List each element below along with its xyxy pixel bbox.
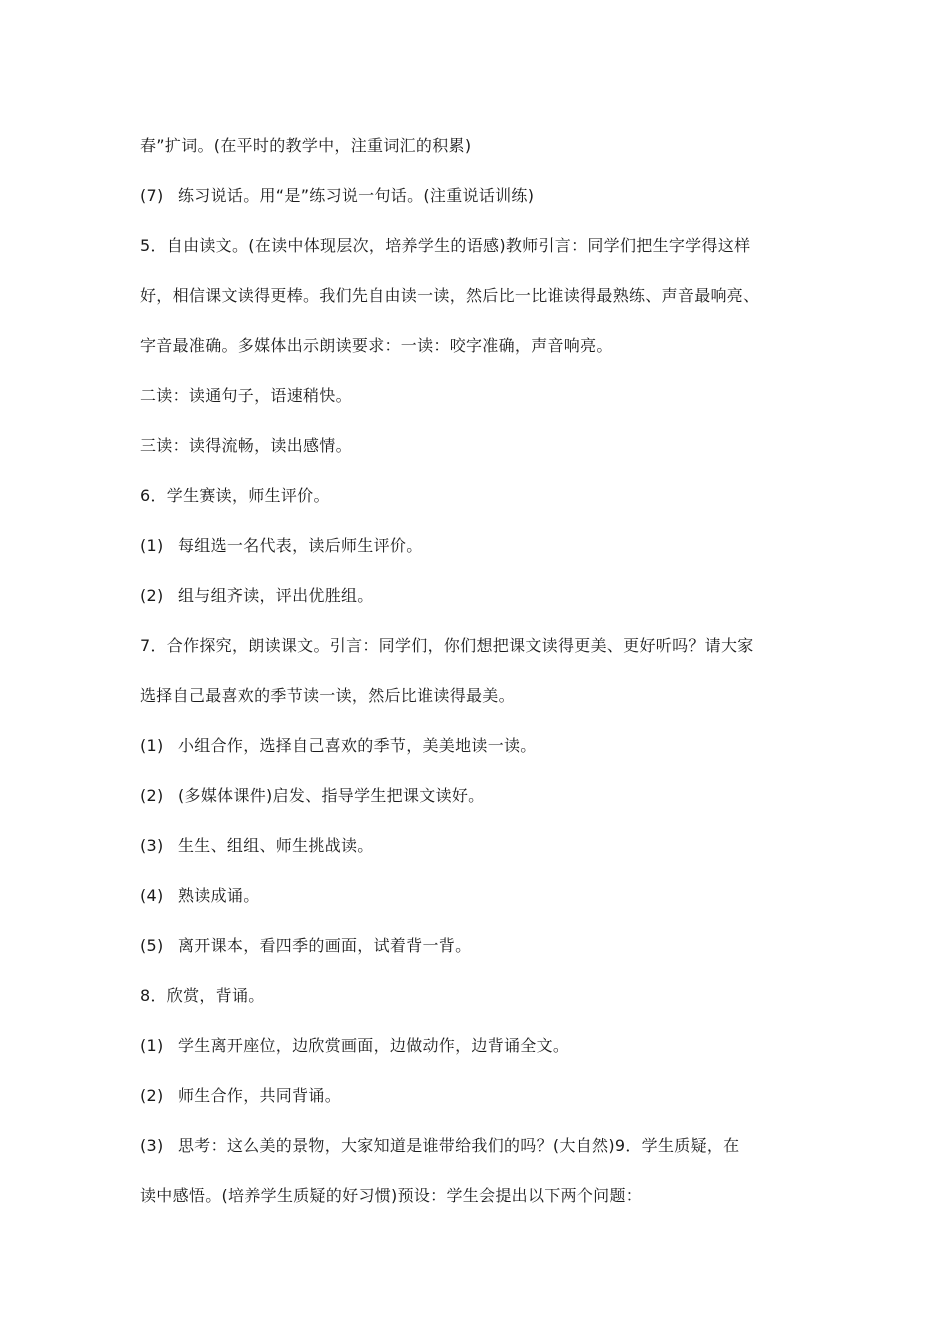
item-marker: (3) — [140, 1136, 164, 1155]
text-line — [140, 634, 754, 658]
list-item — [140, 584, 374, 608]
text-line — [140, 484, 330, 508]
list-item — [140, 884, 260, 908]
line-text: 7．合作探究，朗读课文。引言：同学们，你们想把课文读得更美、更好听吗？请大家 — [140, 636, 754, 655]
line-text: (多媒体课件)启发、指导学生把课文读好。 — [178, 786, 485, 805]
line-text: 8．欣赏，背诵。 — [140, 986, 265, 1005]
line-text: 练习说话。用“是”练习说一句话。(注重说话训练) — [178, 186, 535, 205]
item-marker: (1) — [140, 736, 164, 755]
line-text: 春”扩词。(在平时的教学中，注重词汇的积累) — [140, 136, 472, 155]
line-text: 每组选一名代表，读后师生评价。 — [178, 536, 423, 555]
line-text: 生生、组组、师生挑战读。 — [178, 836, 374, 855]
text-line — [140, 684, 515, 708]
text-line — [140, 434, 352, 458]
item-marker: (2) — [140, 786, 164, 805]
line-text: 三读：读得流畅，读出感情。 — [140, 436, 352, 455]
text-line — [140, 284, 759, 308]
list-item — [140, 734, 537, 758]
text-line — [140, 234, 750, 258]
line-text: 6．学生赛读，师生评价。 — [140, 486, 330, 505]
line-text: 字音最准确。多媒体出示朗读要求：一读：咬字准确，声音响亮。 — [140, 336, 613, 355]
item-marker: (4) — [140, 886, 164, 905]
line-text: 组与组齐读，评出优胜组。 — [178, 586, 374, 605]
line-text: 师生合作，共同背诵。 — [178, 1086, 342, 1105]
line-text: 学生离开座位，边欣赏画面，边做动作，边背诵全文。 — [178, 1036, 570, 1055]
item-marker: (2) — [140, 1086, 164, 1105]
list-item — [140, 1034, 569, 1058]
text-line — [140, 334, 613, 358]
list-item — [140, 534, 423, 558]
line-text: 5．自由读文。(在读中体现层次，培养学生的语感)教师引言：同学们把生字学得这样 — [140, 236, 751, 255]
item-marker: (7) — [140, 186, 164, 205]
text-line — [140, 984, 265, 1008]
list-item — [140, 834, 374, 858]
text-line — [140, 1184, 642, 1208]
text-line — [140, 384, 352, 408]
item-marker: (1) — [140, 1036, 164, 1055]
item-marker: (2) — [140, 586, 164, 605]
line-text: 选择自己最喜欢的季节读一读，然后比谁读得最美。 — [140, 686, 515, 705]
item-marker: (5) — [140, 936, 164, 955]
line-text: 离开课本，看四季的画面，试着背一背。 — [178, 936, 472, 955]
line-text: 思考：这么美的景物，大家知道是谁带给我们的吗？(大自然)9．学生质疑，在 — [178, 1136, 740, 1155]
text-line — [140, 134, 471, 158]
line-text: 读中感悟。(培养学生质疑的好习惯)预设：学生会提出以下两个问题： — [140, 1186, 643, 1205]
line-text: 熟读成诵。 — [178, 886, 260, 905]
list-item — [140, 784, 485, 808]
list-item — [140, 184, 534, 208]
item-marker: (1) — [140, 536, 164, 555]
line-text: 好，相信课文读得更棒。我们先自由读一读，然后比一比谁读得最熟练、声音最响亮、 — [140, 286, 760, 305]
list-item — [140, 934, 471, 958]
list-item — [140, 1134, 739, 1158]
line-text: 二读：读通句子，语速稍快。 — [140, 386, 352, 405]
list-item — [140, 1084, 341, 1108]
line-text: 小组合作，选择自己喜欢的季节，美美地读一读。 — [178, 736, 537, 755]
item-marker: (3) — [140, 836, 164, 855]
